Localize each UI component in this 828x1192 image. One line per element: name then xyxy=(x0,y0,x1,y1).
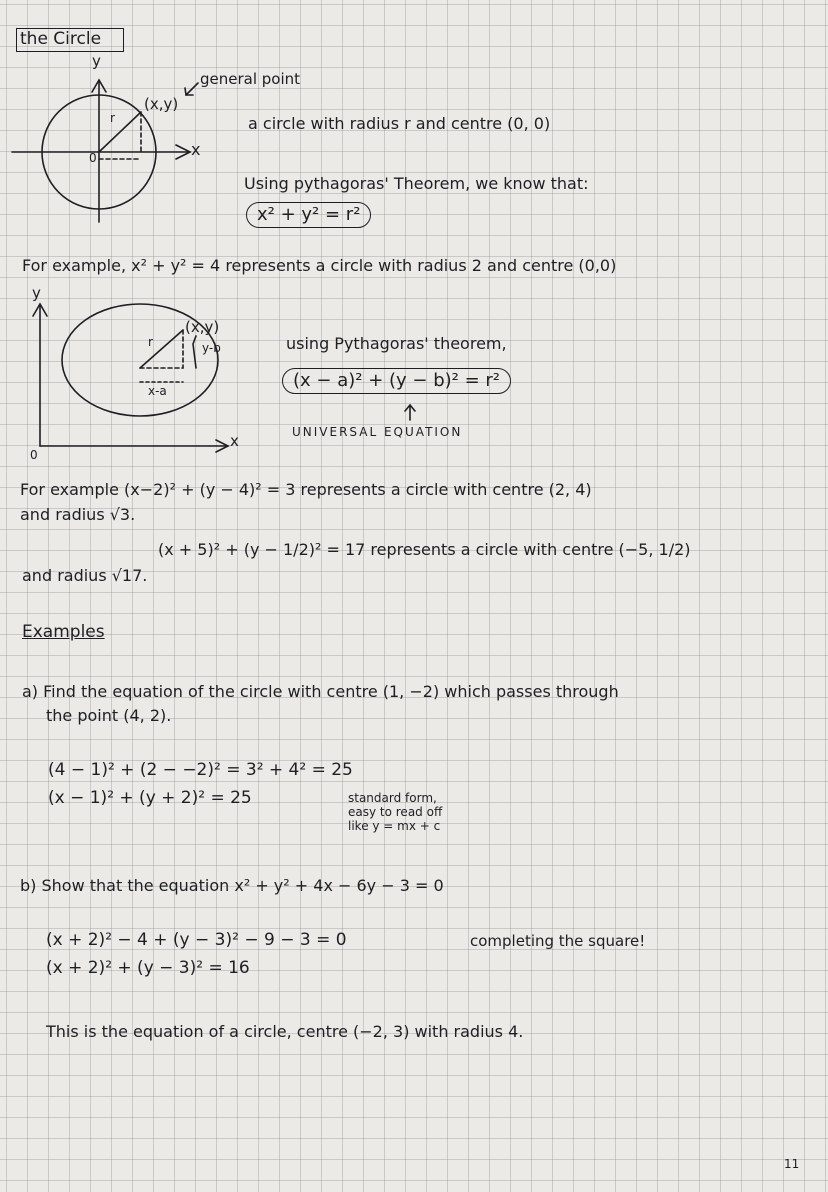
part-b-question: b) Show that the equation x² + y² + 4x − 6y − 3 = 0 xyxy=(20,876,444,895)
x-axis-label-2: x xyxy=(230,432,239,450)
part-a-question-2: the point (4, 2). xyxy=(46,706,172,725)
part-a-note-3: like y = mx + c xyxy=(348,819,441,833)
point-label: (x,y) xyxy=(144,95,179,113)
examples-heading: Examples xyxy=(22,622,105,642)
part-b-working-1: (x + 2)² − 4 + (y − 3)² − 9 − 3 = 0 xyxy=(46,930,347,950)
origin-label: 0 xyxy=(89,151,97,165)
y-axis-label-2: y xyxy=(32,284,41,302)
page-title: the Circle xyxy=(16,28,124,52)
intro-line-2: Using pythagoras' Theorem, we know that: xyxy=(244,174,589,193)
universal-equation-label: UNIVERSAL EQUATION xyxy=(292,425,463,439)
part-a-working-2: (x − 1)² + (y + 2)² = 25 xyxy=(48,788,252,808)
example-1-text: For example, x² + y² = 4 represents a circle with radius 2 and centre (0,0) xyxy=(22,256,617,275)
part-a-working-1: (4 − 1)² + (2 − −2)² = 3² + 4² = 25 xyxy=(48,760,353,780)
part-a-note-2: easy to read off xyxy=(348,805,443,819)
example-2-line-2: and radius √3. xyxy=(20,505,136,524)
example-2-line-4: and radius √17. xyxy=(22,566,148,585)
point-label-2: (x,y) xyxy=(185,318,220,336)
part-a-question-1: a) Find the equation of the circle with centre (1, −2) which passes through xyxy=(22,682,619,701)
part-a-note-1: standard form, xyxy=(348,791,437,805)
universal-equation: (x − a)² + (y − b)² = r² xyxy=(282,368,511,394)
page-number: 11 xyxy=(784,1157,800,1171)
part-b-working-2: (x + 2)² + (y − 3)² = 16 xyxy=(46,958,250,978)
y-axis-label: y xyxy=(92,52,101,70)
radius-label: r xyxy=(110,111,115,125)
radius-label-2: r xyxy=(148,335,153,349)
universal-intro: using Pythagoras' theorem, xyxy=(286,334,507,353)
dy-label: y-b xyxy=(202,341,221,355)
example-2-line-3: (x + 5)² + (y − 1/2)² = 17 represents a circle with centre (−5, 1/2) xyxy=(158,540,691,559)
general-point-label: general point xyxy=(200,70,301,88)
part-b-conclusion: This is the equation of a circle, centre (−2, 3) with radius 4. xyxy=(46,1022,524,1041)
example-2-line-1: For example (x−2)² + (y − 4)² = 3 represents a circle with centre (2, 4) xyxy=(20,480,592,499)
part-b-note: completing the square! xyxy=(470,932,646,950)
x-axis-label: x xyxy=(191,140,201,159)
intro-line-1: a circle with radius r and centre (0, 0) xyxy=(248,114,551,133)
dx-label: x-a xyxy=(148,384,167,398)
origin-label-2: 0 xyxy=(30,448,38,462)
circle-equation: x² + y² = r² xyxy=(246,202,371,228)
